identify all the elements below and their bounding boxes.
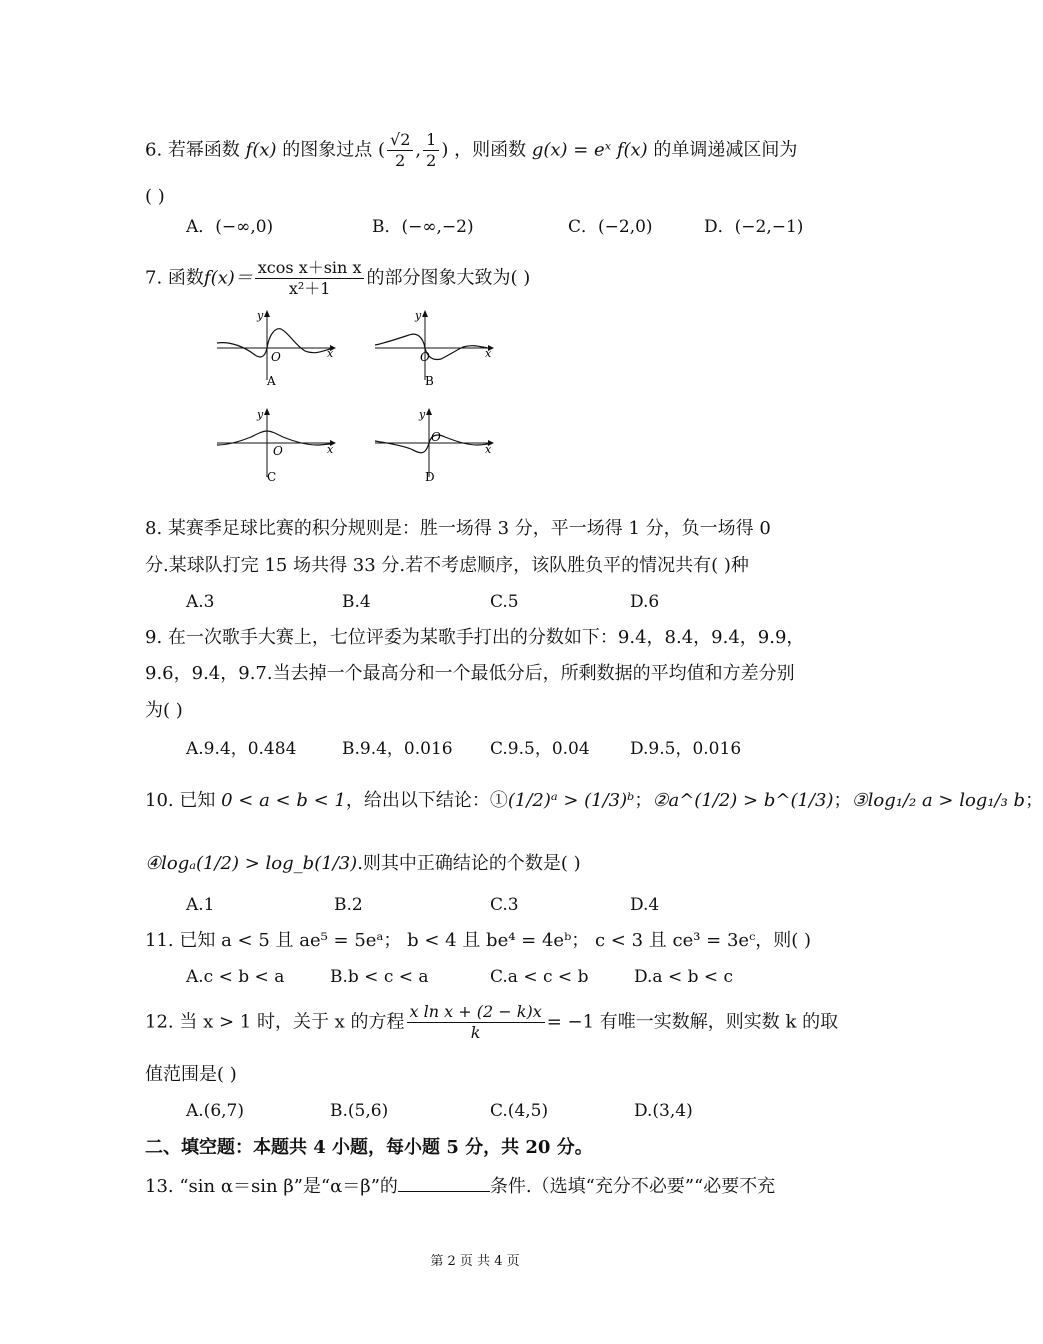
q13-blank xyxy=(398,1175,490,1192)
graph-d-y: y xyxy=(419,408,426,421)
graph-b xyxy=(375,309,494,388)
q10-option-a: A.1 xyxy=(186,895,215,915)
graph-a-x: x xyxy=(327,347,334,360)
graph-c-label: C xyxy=(267,470,277,484)
graph-d-o: O xyxy=(431,430,441,444)
graph-c xyxy=(217,408,336,484)
graph-a-o: O xyxy=(271,350,281,364)
q12-line1: 12. 当 x > 1 时，关于 x 的方程 $\frac{\text{x ln x + (2 − k)x}}{k}$ = −1 有唯一实数解，则实数 k 的取 xyxy=(145,1002,839,1042)
q8-line1: 8. 某赛季足球比赛的积分规则是：胜一场得 3 分，平一场得 1 分，负一场得 0 xyxy=(145,518,771,539)
q8-option-d: D.6 xyxy=(630,592,660,612)
graph-c-x: x xyxy=(327,443,334,456)
page-footer: 第 2 页 共 4 页 xyxy=(430,1254,520,1269)
q6-option-c: C．(−2,0) xyxy=(568,217,653,237)
one-half: $\frac{1}{2}$ xyxy=(423,130,439,171)
graph-d xyxy=(375,408,494,484)
q10-option-b: B.2 xyxy=(334,895,363,915)
graph-d-x: x xyxy=(485,443,492,456)
q9-option-b: B.9.4，0.016 xyxy=(342,739,453,759)
graph-c-o: O xyxy=(273,444,283,458)
q7-fraction: $\frac{\text{xcos x＋sin x}}{\text{x²＋1}}$ xyxy=(255,258,365,299)
sqrt2-over-2: $\frac{√2}{2}$ xyxy=(387,130,413,171)
graph-a xyxy=(217,309,336,388)
graph-a-label: A xyxy=(267,374,276,388)
q10-line1: 10. 已知 0 < a < b < 1，给出以下结论：①(1/2)ᵃ > (1/3)ᵇ；②a^(1/2) > b^(1/3)；③log₁/₂ a > log₁/₃ b； xyxy=(145,790,1043,811)
q6-option-b: B．(−∞,−2) xyxy=(372,217,474,237)
q12-option-c: C.(4,5) xyxy=(490,1101,549,1121)
graph-c-y: y xyxy=(257,408,264,421)
q10-option-d: D.4 xyxy=(630,895,660,915)
q7-line1: 7. 函数f(x)＝ $\frac{\text{xcos x＋sin x}}{\text{x²＋1}}$ 的部分图象大致为( ) xyxy=(145,258,531,298)
q12-option-d: D.(3,4) xyxy=(634,1101,693,1121)
q11-option-c: C.a < c < b xyxy=(490,967,589,987)
q9-option-c: C.9.5，0.04 xyxy=(490,739,590,759)
q8-option-c: C.5 xyxy=(490,592,519,612)
q6-option-a: A．(−∞,0) xyxy=(186,217,274,237)
q8-option-a: A.3 xyxy=(186,592,215,612)
q10-line2: ④logₐ(1/2) > log_b(1/3).则其中正确结论的个数是( ) xyxy=(145,853,581,874)
q9-option-a: A.9.4，0.484 xyxy=(186,739,297,759)
q10-option-c: C.3 xyxy=(490,895,519,915)
q6-paren: ( ) xyxy=(145,186,165,207)
graph-b-y: y xyxy=(415,309,422,322)
graph-d-label: D xyxy=(425,470,435,484)
q13-line: 13. “sin α＝sin β”是“α＝β”的 条件.（选填“充分不必要”“必要不充 xyxy=(145,1176,776,1197)
q11-option-d: D.a < b < c xyxy=(634,967,734,987)
q9-option-d: D.9.5，0.016 xyxy=(630,739,742,759)
section-fill-in-blanks-heading: 二、填空题：本题共 4 小题，每小题 5 分，共 20 分。 xyxy=(145,1137,593,1158)
q6-line1: 6. 若幂函数 f(x) 的图象过点 ( $\frac{√2}{2}$ , $\frac{1}{2}$ ) ，则函数 g(x) = eˣ f(x) 的单调递减区间为 xyxy=(145,130,798,170)
q6-option-d: D．(−2,−1) xyxy=(704,217,804,237)
q11-line: 11. 已知 a < 5 且 ae⁵ = 5eᵃ； b < 4 且 be⁴ = 4eᵇ； c < 3 且 ce³ = 3eᶜ，则( ) xyxy=(145,930,812,951)
q12-fraction: $\frac{\text{x ln x + (2 − k)x}}{k}$ xyxy=(407,1002,545,1043)
q8-option-b: B.4 xyxy=(342,592,371,612)
q7-graphs xyxy=(205,305,505,495)
graph-b-x: x xyxy=(485,347,492,360)
q9-line3: 为( ) xyxy=(145,700,183,721)
q9-line1: 9. 在一次歌手大赛上，七位评委为某歌手打出的分数如下：9.4，8.4，9.4，9.9， xyxy=(145,627,805,648)
q8-line2: 分.某球队打完 15 场共得 33 分.若不考虑顺序，该队胜负平的情况共有( )种 xyxy=(145,555,749,576)
q12-option-a: A.(6,7) xyxy=(186,1101,244,1121)
q12-line2: 值范围是( ) xyxy=(145,1064,237,1085)
q9-line2: 9.6，9.4，9.7.当去掉一个最高分和一个最低分后，所剩数据的平均值和方差分别 xyxy=(145,663,795,684)
q11-option-a: A.c < b < a xyxy=(186,967,285,987)
graph-b-o: O xyxy=(420,350,430,364)
graph-b-label: B xyxy=(425,374,434,388)
q6-number: 6. xyxy=(145,139,163,161)
graph-a-y: y xyxy=(257,309,264,322)
q12-option-b: B.(5,6) xyxy=(330,1101,389,1121)
q11-option-b: B.b < c < a xyxy=(330,967,429,987)
